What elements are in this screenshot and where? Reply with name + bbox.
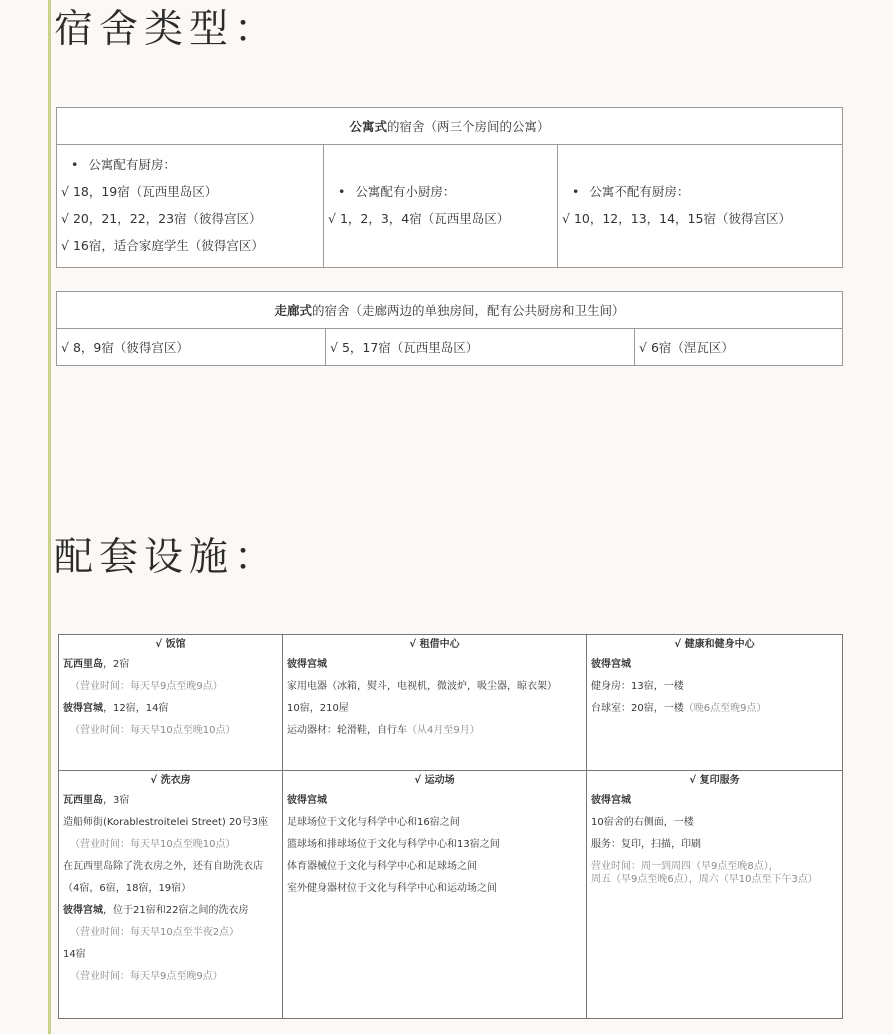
sports-title: √ 运动场 [414,775,455,786]
dorm-types-heading: 宿舍类型： [54,7,280,52]
apartment-no-kitchen-label: • 公寓不配有厨房： [562,178,838,205]
print-cell: √ 复印服务 彼得宫城 10宿舍的右侧面，一楼 服务：复印，扫描，印刷 营业时间：周一到周四（早9点至晚8点）， 周五（早9点至晚6点），周六（早10点至下午3点） [587,771,843,1019]
corridor-cell: √ 5，17宿（瓦西里岛区） [326,329,635,366]
dorm-list-item: √ 16宿，适合家庭学生（彼得宫区） [61,238,264,253]
dorm-list-item: √ 10，12，13，14，15宿（彼得宫区） [562,211,791,226]
apartment-small-kitchen-label: • 公寓配有小厨房： [328,178,553,205]
dorm-list-item: √ 20，21，22，23宿（彼得宫区） [61,211,262,226]
canteen-cell: √ 饭馆 瓦西里岛，2宿 （营业时间：每天早9点至晚9点） 彼得宫城，12宿，14宿 （营业时间：每天早10点至晚10点） [59,635,283,771]
rental-cell: √ 租借中心 彼得宫城 家用电器（冰箱，熨斗，电视机，微波炉，吸尘器，晾衣架） 10宿，210屋 运动器材：轮滑鞋，自行车（从4月至9月） [283,635,587,771]
canteen-title: √ 饭馆 [155,639,186,650]
dorm-list-item: √ 18，19宿（瓦西里岛区） [61,184,218,199]
corridor-cell: √ 8，9宿（彼得宫区） [57,329,326,366]
apartment-no-kitchen-cell [558,145,843,268]
fitness-cell: √ 健康和健身中心 彼得宫城 健身房：13宿，一楼 台球室：20宿，一楼（晚6点至晚9点） [587,635,843,771]
apartment-with-kitchen-cell [57,145,324,268]
corridor-dorm-table [56,291,843,366]
laundry-cell: √ 洗衣房 瓦西里岛，3宿 造船师街(Korablestroitelei Street) 20号3座 （营业时间：每天早10点至晚10点） 在瓦西里岛除了洗衣房之外，还有自助洗衣店 （4宿，6宿，18宿，19宿） 彼得宫城，位于21宿和22宿之间的洗衣房 （营业时间：每天早10点至半夜2点） 14宿 （营业时间：每天早9点至晚9点） [59,771,283,1019]
laundry-title: √ 洗衣房 [150,775,191,786]
apartment-table-header: 公寓式的宿舍（两三个房间的公寓） [57,108,843,145]
left-accent-line [48,0,51,1034]
rental-title: √ 租借中心 [409,639,460,650]
apartment-small-kitchen-cell [324,145,558,268]
apartment-dorm-table [56,107,843,268]
dorm-list-item: √ 1，2，3，4宿（瓦西里岛区） [328,211,510,226]
corridor-table-header: 走廊式的宿舍（走廊两边的单独房间，配有公共厨房和卫生间） [57,292,843,329]
print-title: √ 复印服务 [689,775,740,786]
fitness-title: √ 健康和健身中心 [674,639,755,650]
facilities-heading: 配套设施： [54,535,280,580]
corridor-cell: √ 6宿（涅瓦区） [635,329,843,366]
sports-cell: √ 运动场 彼得宫城 足球场位于文化与科学中心和16宿之间 篮球场和排球场位于文化与科学中心和13宿之间 体育器械位于文化与科学中心和足球场之间 室外健身器材位于文化与科学中心和运动场之间 [283,771,587,1019]
facilities-table [58,634,843,1019]
apartment-with-kitchen-label: • 公寓配有厨房： [61,151,319,178]
